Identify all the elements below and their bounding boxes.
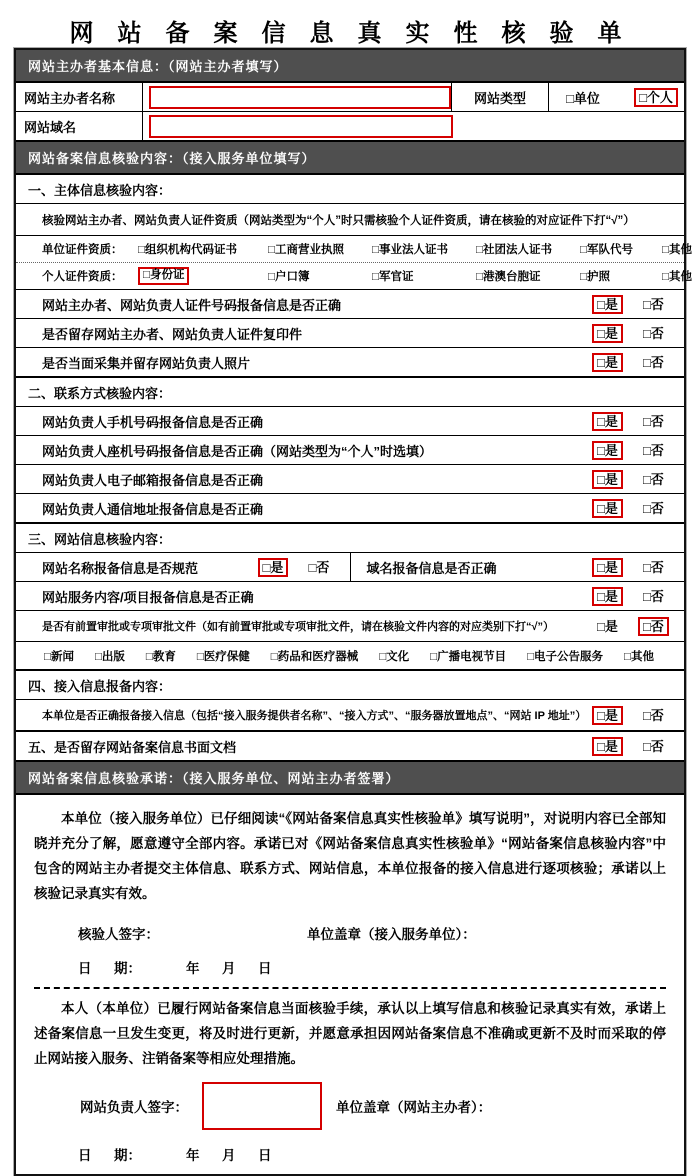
personal-cert-passport-checkbox[interactable]: □护照 bbox=[580, 271, 610, 283]
cat-pharma-devices-checkbox[interactable]: □药品和医疗器械 bbox=[270, 650, 359, 663]
yes-checkbox[interactable]: □是 bbox=[258, 558, 304, 577]
section1-heading: 一、主体信息核验内容： bbox=[28, 182, 172, 198]
personal-cert-other-checkbox[interactable]: □其他 bbox=[662, 271, 692, 283]
organizer-signature-row bbox=[80, 1082, 666, 1130]
site-manager-signature-label: 网站负责人签字： bbox=[80, 1099, 188, 1115]
organizer-seal-label: 单位盖章（网站主办者）： bbox=[336, 1099, 492, 1115]
verification-form bbox=[14, 48, 692, 1176]
yes-checkbox[interactable]: □是 bbox=[592, 470, 638, 489]
section2-heading-row bbox=[16, 378, 684, 407]
no-checkbox[interactable]: □否 bbox=[643, 500, 664, 516]
cat-other-checkbox[interactable]: □其他 bbox=[624, 650, 654, 663]
domain-label: 网站域名 bbox=[16, 112, 143, 140]
access-info-question-row bbox=[16, 700, 684, 732]
isp-date-line: 日 期： 年 月 日 bbox=[78, 960, 272, 976]
section5-question-row bbox=[16, 732, 684, 762]
no-checkbox[interactable]: □否 bbox=[638, 617, 684, 636]
domain-question bbox=[351, 553, 685, 581]
unit-cert-label: 单位证件资质： bbox=[42, 244, 123, 256]
question-row bbox=[16, 407, 684, 436]
yes-checkbox[interactable]: □是 bbox=[592, 558, 638, 577]
question-label: 网站负责人电子邮箱报备信息是否正确 bbox=[42, 472, 264, 488]
no-checkbox[interactable]: □否 bbox=[643, 738, 664, 754]
yes-checkbox[interactable]: □是 bbox=[592, 441, 638, 460]
yes-checkbox[interactable]: □是 bbox=[597, 618, 618, 634]
cat-education-checkbox[interactable]: □教育 bbox=[145, 650, 176, 663]
section-band-verify-content: 网站备案信息核验内容：（接入服务单位填写） bbox=[16, 142, 684, 175]
cat-news-checkbox[interactable]: □新闻 bbox=[44, 650, 74, 663]
yes-checkbox[interactable]: □是 bbox=[592, 324, 638, 343]
unit-cert-business-license-checkbox[interactable]: □工商营业执照 bbox=[268, 244, 344, 256]
no-checkbox[interactable]: □否 bbox=[643, 588, 664, 604]
section3-heading-row bbox=[16, 524, 684, 553]
no-checkbox[interactable]: □否 bbox=[643, 354, 664, 370]
section2-heading: 二、联系方式核验内容： bbox=[28, 385, 172, 401]
row-domain bbox=[16, 112, 684, 142]
question-row bbox=[16, 494, 684, 524]
section5-heading: 五、是否留存网站备案信息书面文档 bbox=[28, 739, 237, 755]
commitment-paragraph-isp: 本单位（接入服务单位）已仔细阅读“《网站备案信息真实性核验单》填写说明”，对说明内容已全部知晓并充分了解，愿意遵守全部内容。承诺已对《网站备案信息真实性核验单》“网站备案信息核验内容”中包含的网站主办者提交主体信息、联系方式、网站信息，本单位报备的接入信息进行逐项核验；承诺以上核验记录真实有效。 bbox=[34, 811, 666, 901]
cat-publishing-checkbox[interactable]: □出版 bbox=[94, 650, 125, 663]
page-title: 网 站 备 案 信 息 真 实 性 核 验 单 bbox=[69, 21, 631, 47]
question-label: 域名报备信息是否正确 bbox=[366, 560, 497, 576]
split-question-row bbox=[16, 553, 684, 582]
cat-healthcare-checkbox[interactable]: □医疗保健 bbox=[196, 650, 250, 663]
question-label: 网站负责人手机号码报备信息是否正确 bbox=[42, 414, 264, 430]
question-row bbox=[16, 319, 684, 348]
yes-checkbox[interactable]: □是 bbox=[592, 295, 638, 314]
question-row bbox=[16, 465, 684, 494]
question-label: 网站负责人座机号码报备信息是否正确（网站类型为“个人”时选填） bbox=[42, 443, 433, 459]
question-label: 网站名称报备信息是否规范 bbox=[42, 560, 199, 576]
personal-cert-id-card-checkbox[interactable]: □身份证 bbox=[138, 267, 268, 285]
cat-ebbs-checkbox[interactable]: □电子公告服务 bbox=[527, 650, 604, 663]
yes-checkbox[interactable]: □是 bbox=[592, 499, 638, 518]
unit-cert-military-checkbox[interactable]: □军队代号 bbox=[580, 244, 633, 256]
question-row bbox=[16, 436, 684, 465]
question-row bbox=[16, 290, 684, 319]
question-row bbox=[16, 348, 684, 378]
section4-heading-row bbox=[16, 671, 684, 700]
unit-cert-row bbox=[16, 236, 692, 263]
section-band-commitment: 网站备案信息核验承诺：（接入服务单位、网站主办者签署） bbox=[16, 762, 684, 795]
no-checkbox[interactable]: □否 bbox=[643, 707, 664, 723]
unit-cert-institution-checkbox[interactable]: □事业法人证书 bbox=[372, 244, 448, 256]
organizer-name-label: 网站主办者名称 bbox=[16, 83, 143, 111]
question-row bbox=[16, 582, 684, 611]
site-type-unit-checkbox[interactable]: □单位 bbox=[566, 90, 600, 106]
commitment-section bbox=[16, 795, 684, 1164]
site-type-options bbox=[549, 88, 695, 107]
no-checkbox[interactable]: □否 bbox=[643, 442, 664, 458]
yes-checkbox[interactable]: □是 bbox=[592, 353, 638, 372]
question-label: 是否当面采集并留存网站负责人照片 bbox=[42, 355, 251, 371]
site-name-question bbox=[16, 553, 351, 581]
dashed-divider bbox=[34, 987, 666, 989]
domain-input[interactable] bbox=[149, 115, 453, 138]
no-checkbox[interactable]: □否 bbox=[643, 325, 664, 341]
section3-heading: 三、网站信息核验内容： bbox=[28, 531, 172, 547]
yes-checkbox[interactable]: □是 bbox=[592, 706, 638, 725]
row-organizer-name bbox=[16, 83, 684, 112]
pre-approval-question-row bbox=[16, 611, 684, 642]
organizer-date-line: 日 期： 年 月 日 bbox=[78, 1147, 272, 1163]
unit-cert-other-checkbox[interactable]: □其他 bbox=[662, 244, 692, 256]
personal-cert-officer-checkbox[interactable]: □军官证 bbox=[372, 271, 414, 283]
personal-cert-row bbox=[16, 263, 692, 290]
commitment-paragraph-organizer: 本人（本单位）已履行网站备案信息当面核验手续，承认以上填写信息和核验记录真实有效，承诺上述备案信息一旦发生变更，将及时进行更新，并愿意承担因网站备案信息不准确或更新不及时而采取的停止网站接入服务、注销备案等相应处理措施。 bbox=[34, 1000, 666, 1066]
cat-broadcast-checkbox[interactable]: □广播电视节目 bbox=[430, 650, 507, 663]
no-checkbox[interactable]: □否 bbox=[643, 471, 664, 487]
approval-category-row bbox=[16, 642, 684, 671]
unit-cert-association-checkbox[interactable]: □社团法人证书 bbox=[476, 244, 552, 256]
personal-cert-label: 个人证件资质： bbox=[42, 271, 123, 283]
site-type-label: 网站类型 bbox=[452, 83, 549, 111]
section4-heading: 四、接入信息报备内容： bbox=[28, 678, 172, 694]
question-label: 本单位是否正确报备接入信息（包括“接入服务提供者名称”、“接入方式”、“服务器放置地点”、“网站 IP 地址”） bbox=[42, 710, 587, 722]
no-checkbox[interactable]: □否 bbox=[643, 413, 664, 429]
no-checkbox[interactable]: □否 bbox=[643, 296, 664, 312]
yes-checkbox[interactable]: □是 bbox=[592, 412, 638, 431]
question-label: 网站负责人通信地址报备信息是否正确 bbox=[42, 501, 264, 517]
question-label: 是否有前置审批或专项审批文件（如有前置审批或专项审批文件，请在核验文件内容的对应类别下打“√”） bbox=[42, 621, 555, 633]
yes-checkbox[interactable]: □是 bbox=[592, 587, 638, 606]
no-checkbox[interactable]: □否 bbox=[308, 559, 330, 575]
question-label: 网站主办者、网站负责人证件号码报备信息是否正确 bbox=[42, 297, 342, 313]
yes-checkbox[interactable]: □是 bbox=[592, 737, 638, 756]
cat-culture-checkbox[interactable]: □文化 bbox=[379, 650, 410, 663]
section1-note: 核验网站主办者、网站负责人证件资质（网站类型为“个人”时只需核验个人证件资质，请在核验的对应证件下打“√”） bbox=[42, 214, 635, 227]
organizer-name-input[interactable] bbox=[149, 86, 451, 109]
site-manager-signature-input[interactable] bbox=[202, 1082, 322, 1130]
verifier-signature-label: 核验人签字： bbox=[78, 926, 159, 942]
question-label: 是否留存网站主办者、网站负责人证件复印件 bbox=[42, 326, 303, 342]
section-band-basic-info: 网站主办者基本信息：（网站主办者填写） bbox=[16, 50, 684, 83]
personal-cert-household-checkbox[interactable]: □户口簿 bbox=[268, 271, 310, 283]
domain-cell bbox=[143, 112, 684, 140]
site-type-personal-checkbox[interactable]: □个人 bbox=[634, 88, 678, 107]
personal-cert-hmt-checkbox[interactable]: □港澳台胞证 bbox=[476, 271, 541, 283]
section1-note-row bbox=[16, 204, 684, 236]
section1-heading-row bbox=[16, 175, 684, 204]
isp-signature-row bbox=[78, 923, 666, 943]
isp-seal-label: 单位盖章（接入服务单位）： bbox=[307, 926, 476, 942]
unit-cert-org-code-checkbox[interactable]: □组织机构代码证书 bbox=[138, 244, 237, 256]
question-label: 网站服务内容/项目报备信息是否正确 bbox=[42, 589, 254, 605]
organizer-name-cell bbox=[143, 83, 452, 111]
no-checkbox[interactable]: □否 bbox=[643, 559, 664, 575]
